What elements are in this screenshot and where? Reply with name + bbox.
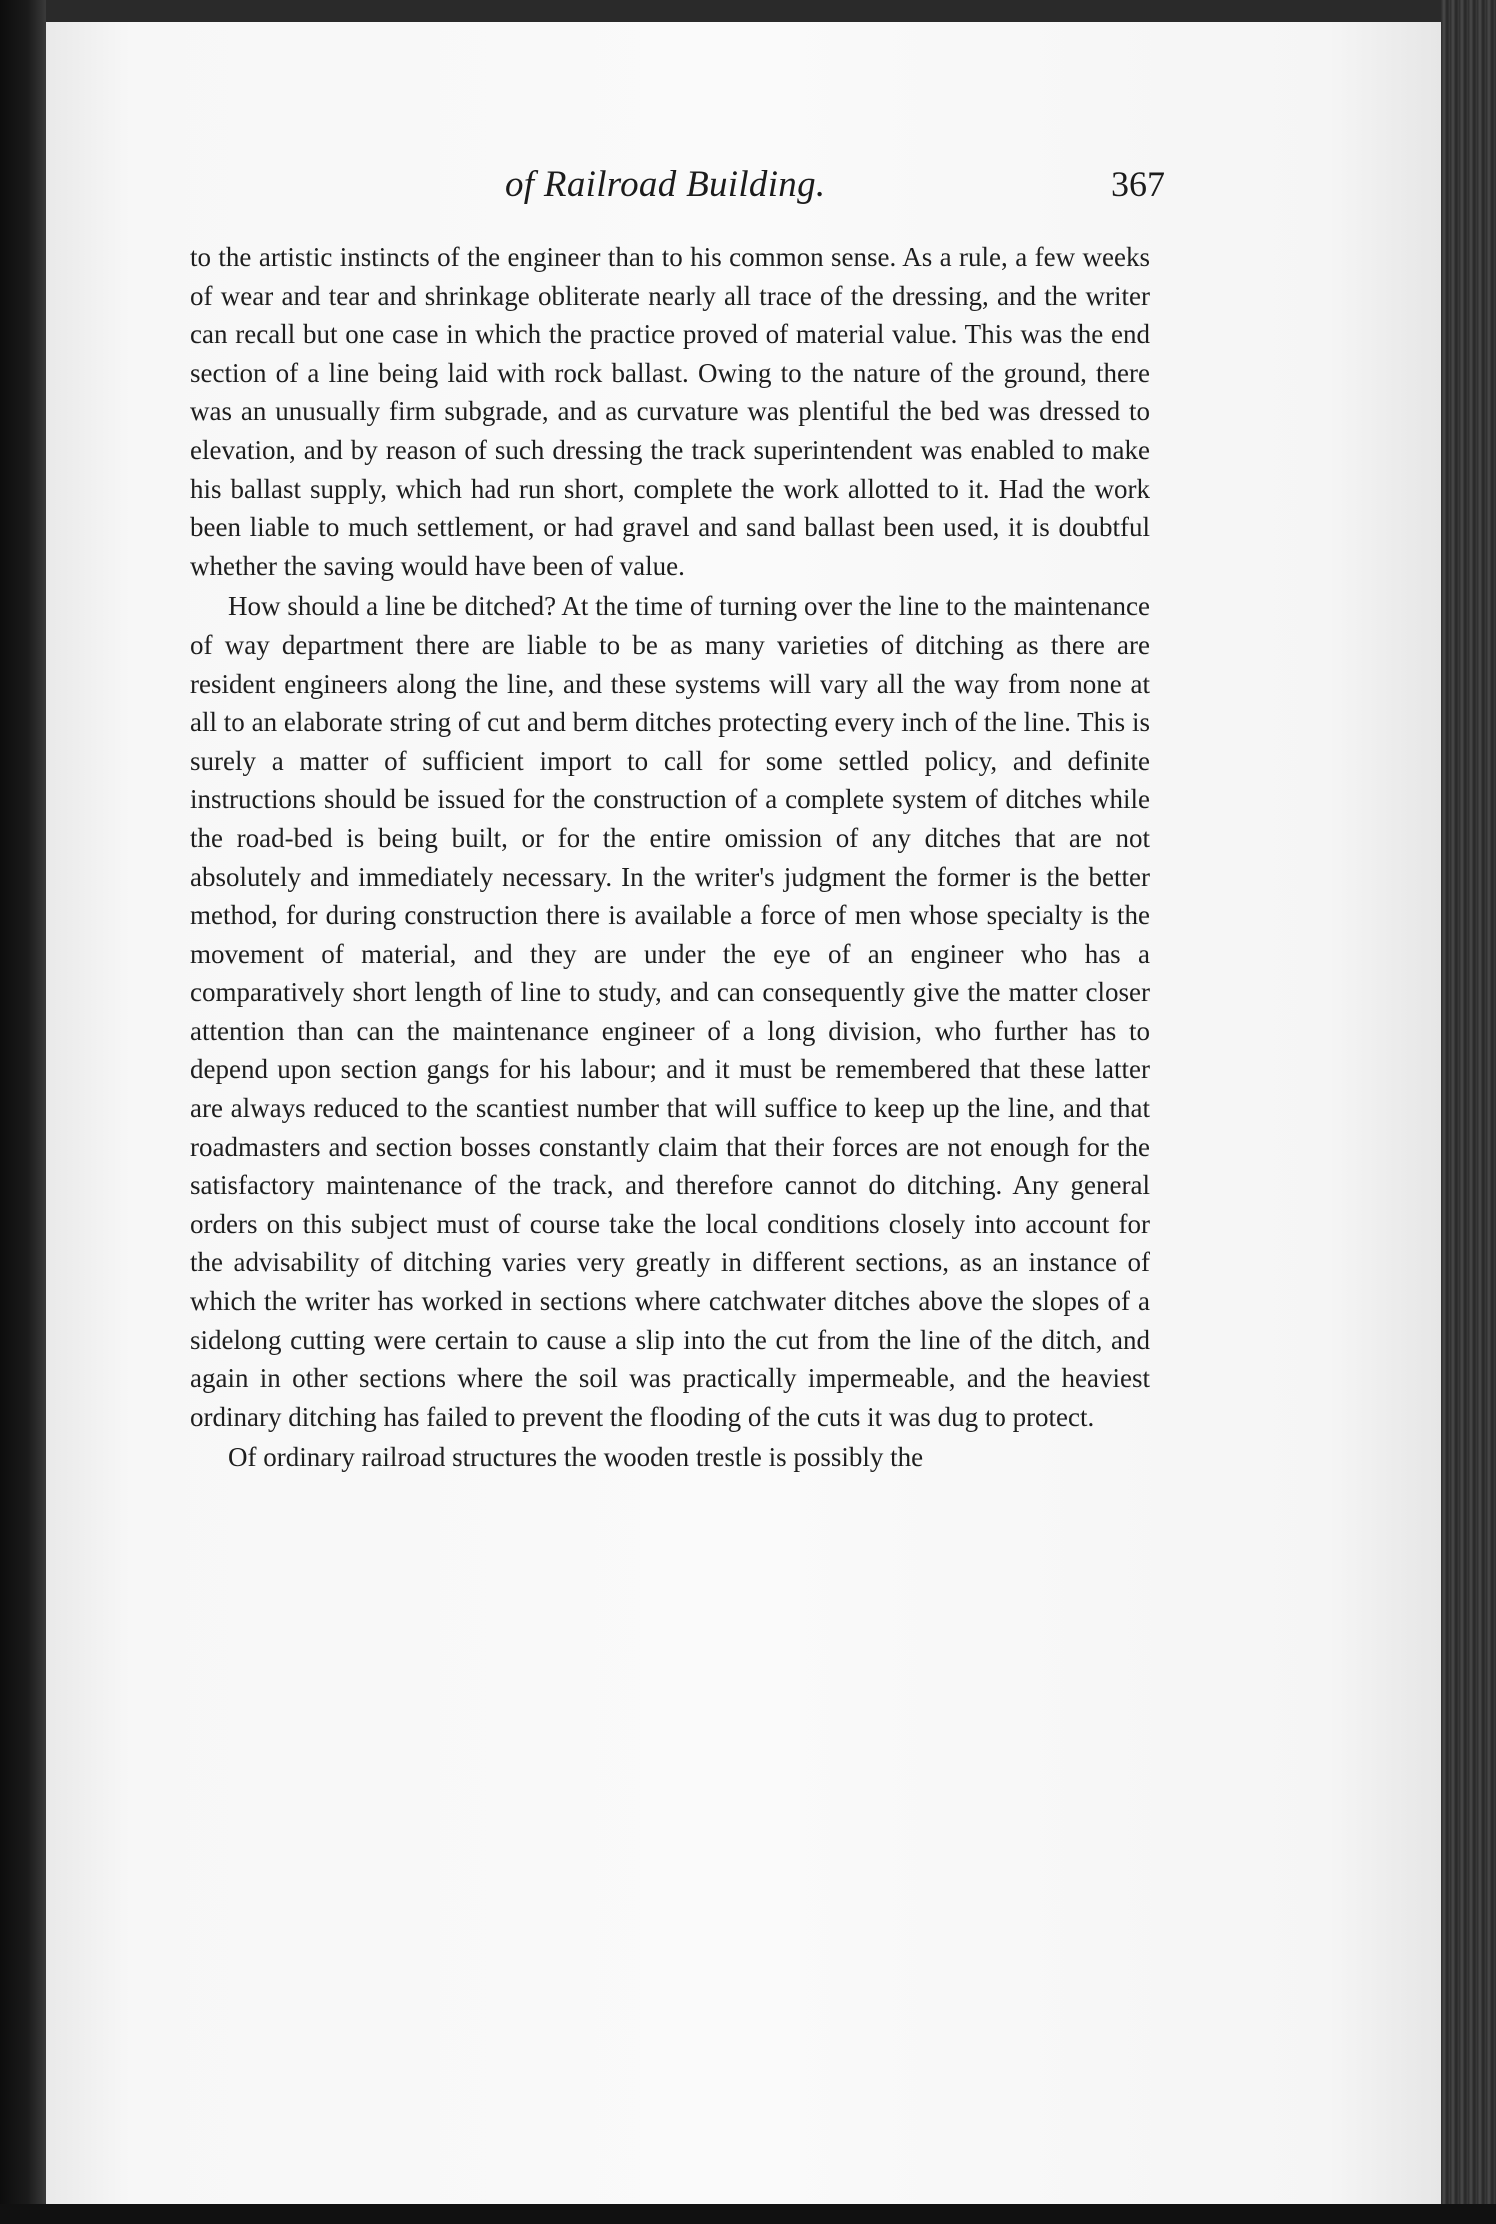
scan-bottom-border xyxy=(0,2204,1496,2224)
running-title: of Railroad Building. xyxy=(505,164,826,205)
paragraph-ditching: How should a line be ditched? At the time of turning over the line to the maintenance of way department there are liable to be as many varieties of ditching as there are resident engineers along the line, and these systems will vary all the way from none at all to an elaborate string of cut and berm ditches protecting every inch of the line. This is surely a matter of sufficient import to call for some settled policy, and definite instructions should be issued for the construction of a complete system of ditches while the road-bed is being built, or for the entire omission of any ditches that are not absolutely and immediately necessary. In the writer's judgment the former is the better method, for during construction there is available a force of men whose specialty is the movement of material, and they are under the eye of an engineer who has a comparatively short length of line to study, and can consequently give the matter closer attention than can the maintenance engineer of a long division, who further has to depend upon section gangs for his labour; and it must be remembered that these latter are always reduced to the scantiest number that will suffice to keep up the line, and that roadmasters and section bosses constantly claim that their forces are not enough for the satisfactory maintenance of the track, and therefore cannot do ditching. Any general orders on this subject must of course take the local conditions closely into account for the advisability of ditching varies very greatly in different sections, as an instance of which the writer has worked in sections where catchwater ditches above the slopes of a sidelong cutting were certain to cause a slip into the cut from the line of the ditch, and again in other sections where the soil was practically impermeable, and the heaviest ordinary ditching has failed to prevent the flooding of the cuts it was dug to protect. xyxy=(190,591,1150,1432)
book-gutter-shadow xyxy=(0,0,46,2224)
body-text xyxy=(190,238,1150,1477)
book-page-edges xyxy=(1441,0,1496,2224)
page-header xyxy=(505,163,1165,223)
paragraph-continuation: to the artistic instincts of the engineer than to his common sense. As a rule, a few weeks of wear and tear and shrinkage obliterate nearly all trace of the dressing, and the writer can recall but one case in which the practice proved of material value. This was the end section of a line being laid with rock ballast. Owing to the nature of the ground, there was an unusually firm subgrade, and as curvature was plentiful the bed was dressed to elevation, and by reason of such dressing the track superintendent was enabled to make his ballast supply, which had run short, complete the work allotted to it. Had the work been liable to much settlement, or had gravel and sand ballast been used, it is doubtful whether the saving would have been of value. xyxy=(190,242,1150,581)
page-number: 367 xyxy=(1111,164,1165,204)
paragraph-trestle: Of ordinary railroad structures the wooden trestle is possibly the xyxy=(228,1442,924,1473)
